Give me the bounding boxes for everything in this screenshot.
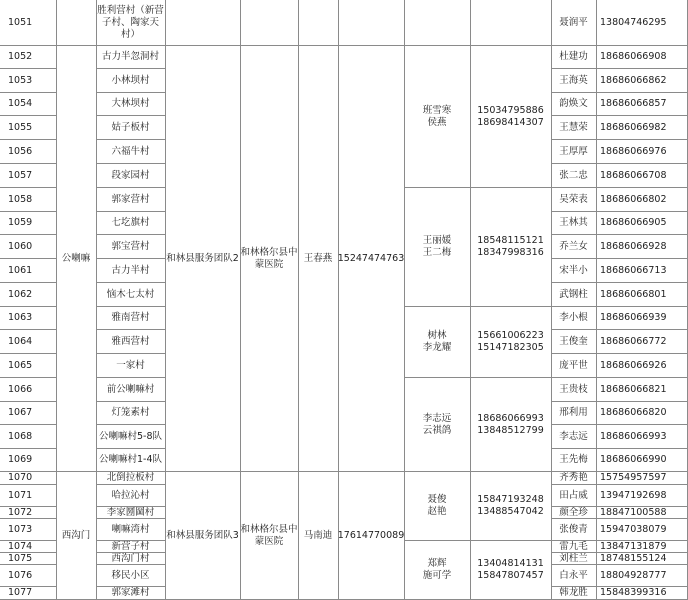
row-number: 1058 — [0, 188, 57, 212]
doctor-name-cell: 王厚厚 — [551, 140, 597, 164]
village-cell: 喇嘛湾村 — [96, 519, 166, 541]
member-phones-cell: 18686066993 13848512799 — [470, 378, 552, 472]
row-number: 1074 — [0, 541, 57, 553]
village-cell: 前公喇嘛村 — [96, 378, 166, 402]
doctor-phone-cell: 18686066990 — [596, 449, 688, 472]
row-number: 1069 — [0, 449, 57, 472]
doctor-name-cell: 王先梅 — [551, 449, 597, 472]
doctor-name-cell: 颜全珍 — [551, 507, 597, 519]
row-number: 1052 — [0, 46, 57, 69]
doctor-name-cell: 李小根 — [551, 307, 597, 330]
doctor-name-cell: 雷九毛 — [551, 541, 597, 553]
doctor-phone-cell: 18686066708 — [596, 164, 688, 188]
team-cell: 和林县服务团队2 — [165, 46, 241, 472]
leader-cell: 马南迪 — [298, 472, 339, 600]
row-number: 1059 — [0, 212, 57, 235]
doctor-name-cell: 张俊青 — [551, 519, 597, 541]
member-names-cell: 树林 李龙耀 — [404, 307, 471, 378]
doctor-phone-cell: 18686066993 — [596, 425, 688, 449]
doctor-phone-cell: 18686066976 — [596, 140, 688, 164]
row-number: 1066 — [0, 378, 57, 402]
doctor-phone-cell: 18686066772 — [596, 330, 688, 354]
doctor-phone-cell: 18686066801 — [596, 283, 688, 307]
row-number: 1065 — [0, 354, 57, 378]
doctor-name-cell: 韵焕文 — [551, 93, 597, 116]
row-number: 1073 — [0, 519, 57, 541]
village-cell: 小林坝村 — [96, 69, 166, 93]
village-cell: 雅西营村 — [96, 330, 166, 354]
doctor-phone-cell: 18804928777 — [596, 565, 688, 587]
row-number: 1071 — [0, 485, 57, 507]
row-number: 1061 — [0, 259, 57, 283]
doctor-name-cell: 田占威 — [551, 485, 597, 507]
row-number: 1075 — [0, 553, 57, 565]
township-cell: 公喇嘛 — [56, 46, 97, 472]
township-cell: 西沟门 — [56, 472, 97, 600]
village-cell: 公喇嘛村1-4队 — [96, 449, 166, 472]
member-phones-cell — [470, 0, 552, 46]
village-cell: 移民小区 — [96, 565, 166, 587]
row-number: 1072 — [0, 507, 57, 519]
doctor-phone-cell: 18686066926 — [596, 354, 688, 378]
doctor-name-cell: 王海英 — [551, 69, 597, 93]
doctor-name-cell: 武钢柱 — [551, 283, 597, 307]
row-number: 1064 — [0, 330, 57, 354]
row-number: 1068 — [0, 425, 57, 449]
village-cell: 新营子村 — [96, 541, 166, 553]
member-phones-cell: 18548115121 18347998316 — [470, 188, 552, 307]
village-cell: 郭家滩村 — [96, 587, 166, 600]
row-number: 1055 — [0, 116, 57, 140]
doctor-phone-cell: 18686066939 — [596, 307, 688, 330]
doctor-name-cell: 聂润平 — [551, 0, 597, 46]
doctor-name-cell: 杜建功 — [551, 46, 597, 69]
member-names-cell: 班雪寒 侯燕 — [404, 46, 471, 188]
hospital-cell — [240, 0, 299, 46]
doctor-phone-cell: 13847131879 — [596, 541, 688, 553]
village-cell: 七圪旗村 — [96, 212, 166, 235]
doctor-name-cell: 张二忠 — [551, 164, 597, 188]
row-number: 1077 — [0, 587, 57, 600]
row-number: 1062 — [0, 283, 57, 307]
team-cell: 和林县服务团队3 — [165, 472, 241, 600]
member-phones-cell: 15034795886 18698414307 — [470, 46, 552, 188]
leader-phone-cell: 17614770089 — [338, 472, 405, 600]
village-cell: 古力半村 — [96, 259, 166, 283]
doctor-phone-cell: 18686066713 — [596, 259, 688, 283]
member-names-cell: 聂俊 赵艳 — [404, 472, 471, 541]
village-cell: 公喇嘛村5-8队 — [96, 425, 166, 449]
doctor-name-cell: 庞平世 — [551, 354, 597, 378]
village-cell: 恼木七太村 — [96, 283, 166, 307]
village-cell: 古力半忽洞村 — [96, 46, 166, 69]
village-cell: 灯笼素村 — [96, 402, 166, 425]
doctor-name-cell: 王贵枝 — [551, 378, 597, 402]
doctor-name-cell: 乔兰女 — [551, 235, 597, 259]
village-cell: 一家村 — [96, 354, 166, 378]
member-phones-cell: 15847193248 13488547042 — [470, 472, 552, 541]
leader-phone-cell — [338, 0, 405, 46]
row-number: 1056 — [0, 140, 57, 164]
village-cell: 西沟门村 — [96, 553, 166, 565]
village-cell: 哈拉沁村 — [96, 485, 166, 507]
member-names-cell: 王丽媛 王二梅 — [404, 188, 471, 307]
row-number: 1070 — [0, 472, 57, 485]
village-cell: 姑子板村 — [96, 116, 166, 140]
doctor-name-cell: 白永平 — [551, 565, 597, 587]
doctor-phone-cell: 18686066928 — [596, 235, 688, 259]
doctor-name-cell: 宋半小 — [551, 259, 597, 283]
doctor-name-cell: 吴荣表 — [551, 188, 597, 212]
village-cell: 大林坝村 — [96, 93, 166, 116]
row-number: 1054 — [0, 93, 57, 116]
doctor-name-cell: 邢利用 — [551, 402, 597, 425]
row-number: 1060 — [0, 235, 57, 259]
township-cell — [56, 0, 97, 46]
village-cell: 北倒拉板村 — [96, 472, 166, 485]
member-names-cell — [404, 0, 471, 46]
leader-cell — [298, 0, 339, 46]
row-number: 1063 — [0, 307, 57, 330]
leader-phone-cell: 15247474763 — [338, 46, 405, 472]
doctor-phone-cell: 18686066820 — [596, 402, 688, 425]
doctor-phone-cell: 18686066821 — [596, 378, 688, 402]
doctor-name-cell: 刘柱兰 — [551, 553, 597, 565]
village-cell: 郭家营村 — [96, 188, 166, 212]
village-cell: 雅南营村 — [96, 307, 166, 330]
row-number: 1051 — [0, 0, 57, 46]
doctor-phone-cell: 18686066982 — [596, 116, 688, 140]
village-cell: 李家圐圙村 — [96, 507, 166, 519]
row-number: 1067 — [0, 402, 57, 425]
doctor-phone-cell: 18686066857 — [596, 93, 688, 116]
doctor-phone-cell: 18686066908 — [596, 46, 688, 69]
hospital-cell: 和林格尔县中 蒙医院 — [240, 46, 299, 472]
village-cell: 郭宝营村 — [96, 235, 166, 259]
doctor-name-cell: 韩龙胜 — [551, 587, 597, 600]
doctor-phone-cell: 18847100588 — [596, 507, 688, 519]
doctor-phone-cell: 18686066862 — [596, 69, 688, 93]
doctor-name-cell: 王俊奎 — [551, 330, 597, 354]
row-number: 1053 — [0, 69, 57, 93]
doctor-name-cell: 王林其 — [551, 212, 597, 235]
member-phones-cell: 13404814131 15847807457 — [470, 541, 552, 600]
member-phones-cell: 15661006223 15147182305 — [470, 307, 552, 378]
doctor-phone-cell: 15848399316 — [596, 587, 688, 600]
doctor-name-cell: 李志远 — [551, 425, 597, 449]
hospital-cell: 和林格尔县中 蒙医院 — [240, 472, 299, 600]
doctor-phone-cell: 13947192698 — [596, 485, 688, 507]
doctor-name-cell: 王慧荣 — [551, 116, 597, 140]
leader-cell: 王春燕 — [298, 46, 339, 472]
doctor-phone-cell: 18686066802 — [596, 188, 688, 212]
row-number: 1057 — [0, 164, 57, 188]
doctor-phone-cell: 15947038079 — [596, 519, 688, 541]
row-number: 1076 — [0, 565, 57, 587]
village-cell: 胜利营村（新营 子村、陶家天 村） — [96, 0, 166, 46]
doctor-phone-cell: 15754957597 — [596, 472, 688, 485]
doctor-phone-cell: 18748155124 — [596, 553, 688, 565]
member-names-cell: 郑辉 施可学 — [404, 541, 471, 600]
village-cell: 段家园村 — [96, 164, 166, 188]
team-cell — [165, 0, 241, 46]
village-cell: 六福牛村 — [96, 140, 166, 164]
doctor-name-cell: 齐秀艳 — [551, 472, 597, 485]
member-names-cell: 李志远 云祺鸽 — [404, 378, 471, 472]
doctor-phone-cell: 13804746295 — [596, 0, 688, 46]
doctor-phone-cell: 18686066905 — [596, 212, 688, 235]
